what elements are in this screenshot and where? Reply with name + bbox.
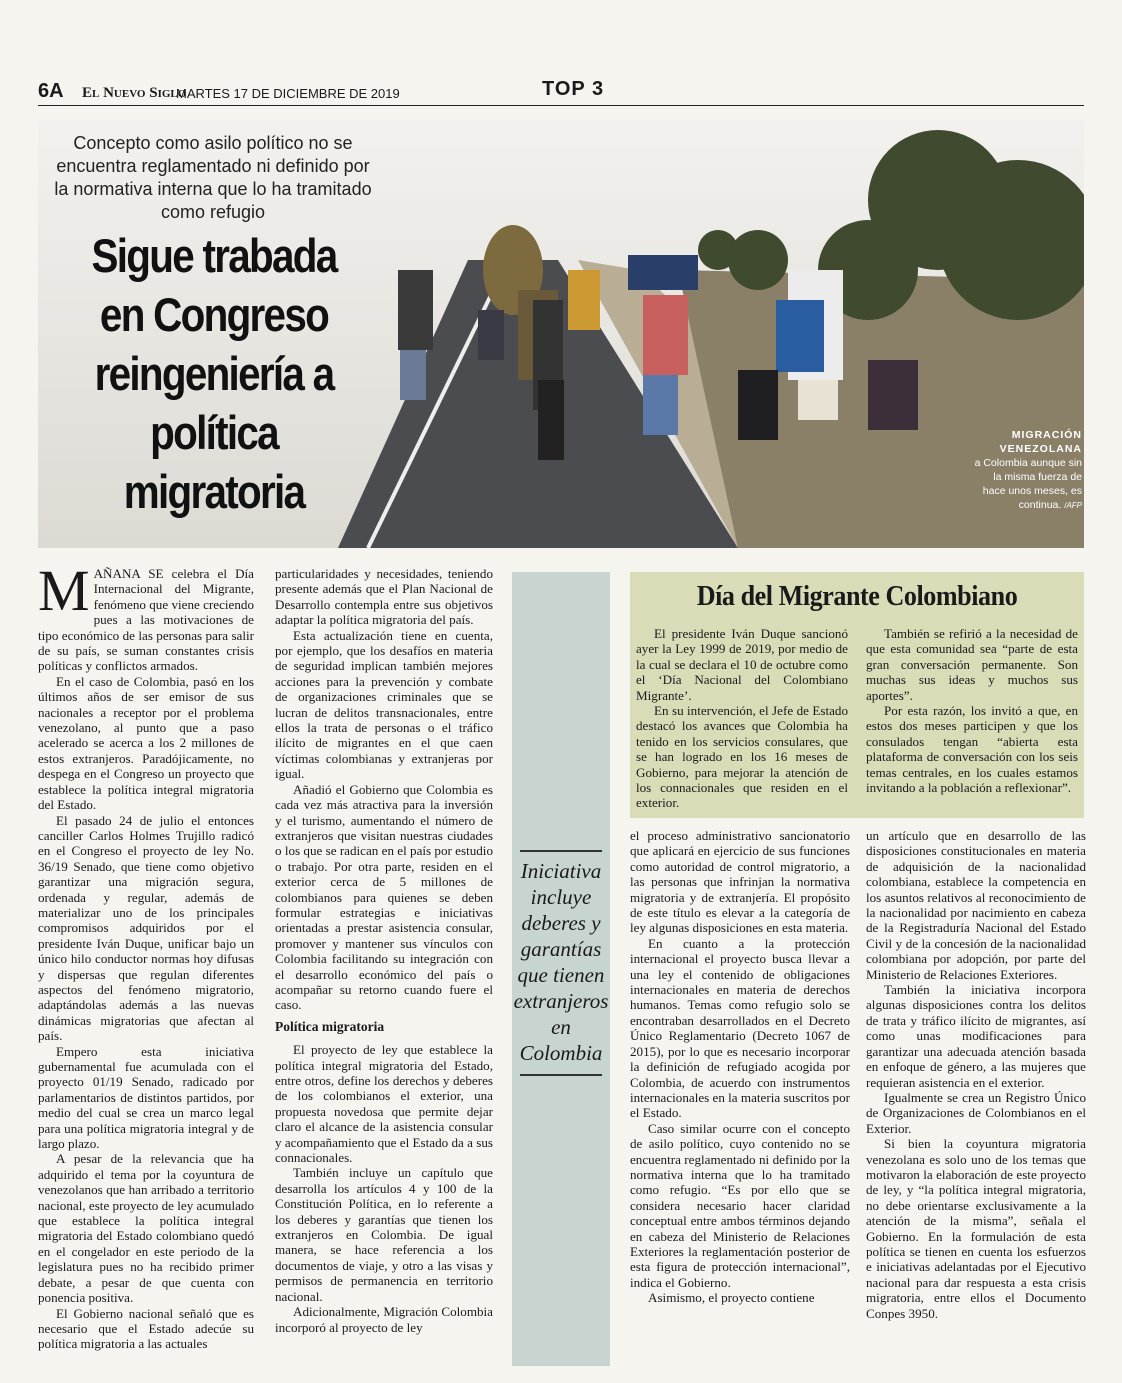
paragraph: particularidades y necesidades, teniendo presente además que el Plan Nacional de Desarrollo contempla entre sus objetivos adaptar la política migratoria del país.	[275, 566, 493, 628]
paragraph: A pesar de la relevancia que ha adquirido el tema por la coyuntura de venezolanos que han arribado a territorio nacional, este proyecto de ley acumulado que establece la política integral migratoria del Estado colombiano quedó en el congelador en este periodo de la legislatura pues no ha recibido primer debate, a pesar de que cuenta con ponencia positiva.	[38, 1151, 254, 1306]
drop-cap: M	[38, 558, 90, 623]
sidebar-column-1	[636, 626, 848, 811]
caption-text: a Colombia aunque sin la misma fuerza de hace unos meses, es continua.	[974, 457, 1082, 511]
caption-title: MIGRACIÓN VENEZOLANA	[999, 429, 1082, 455]
pull-quote-rule-top	[520, 850, 602, 852]
paragraph: También la iniciativa incorpora algunas disposiciones contra los delitos de trata y tráfico ilícito de migrantes, así como unas modificaciones para garantizar una adecuada atención basada en enfoque de género, a las mujeres que requieran asistencia en el exterior.	[866, 982, 1086, 1090]
paragraph: También incluye un capítulo que desarrolla los artículos 4 y 100 de la Constitución Política, en lo referente a los deberes y garantías que tienen los extranjeros en Colombia. De igual manera, se hace referencia a los documentos de viaje, y otro a las visas y permisos de permanencia en territorio nacional.	[275, 1165, 493, 1304]
subheading: Política migratoria	[275, 1018, 385, 1034]
page-header	[38, 80, 1084, 106]
paragraph: Empero esta iniciativa gubernamental fue acumulada con el proyecto 01/19 Senado, radicado por parlamentarios de distintos partidos, por medio del cual se crea un marco legal para una política migratoria integral y de largo plazo.	[38, 1043, 254, 1152]
deck-subheadline: Concepto como asilo político no se encuentra reglamentado ni definido por la normativa interna que lo ha tramitado como refugio	[54, 133, 372, 222]
sidebar-title: Día del Migrante Colombiano	[696, 580, 1018, 612]
paragraph: Asimismo, el proyecto contiene	[648, 1290, 815, 1306]
paragraph: MAÑANA SE celebra el Día Internacional del Migrante, fenómeno que viene creciendo pues a las motivaciones de tipo económico de las personas para salir de su país, se suman constantes crisis políticas y conflictos armados.	[38, 558, 254, 674]
paragraph: el proceso administrativo sancionatorio que aplicará en ejercicio de sus funciones como autoridad de control migratorio, a las personas que infrinjan la normativa migratoria y de extranjería. El propósito de este título es elevar a la categoría de ley algunas disposiciones en esta materia.	[630, 828, 850, 936]
paragraph: Si bien la coyuntura migratoria venezolana es solo uno de los temas que motivaron la elaboración de este proyecto de ley, y “la política integral migratoria, no debe orientarse exclusivamente a la atención de la misma”, señala el Gobierno. En la formulación de esta política se tienen en cuenta los esfuerzos e iniciativas adelantadas por el Ejecutivo nacional para dar respuesta a esta crisis migratoria, entre ellos el Documento Conpes 3950.	[866, 1136, 1086, 1321]
paragraph: En cuanto a la protección internacional el proyecto busca llevar a una ley el contenido de obligaciones internacionales en materia de derechos humanos. Temas como refugio solo se encontraban desarrollados en el Decreto Único Reglamentario (Decreto 1067 de 2015), por lo que es necesario incorporar la definición de refugiado acogida por Colombia, de acuerdo con instrumentos internacionales en la materia suscritos por el Estado.	[630, 935, 850, 1121]
paragraph: Adicionalmente, Migración Colombia incorporó al proyecto de ley	[275, 1304, 493, 1335]
paragraph: Esta actualización tiene en cuenta, por ejemplo, que los desafíos en materia de seguridad implican también mejores acciones para la prevención y combate de organizaciones criminales que se lucran de delitos transnacionales, entre ellos la trata de personas o el tráfico ilícito de migrantes en el que caen víctimas colombianas y extranjeras por igual.	[275, 627, 493, 782]
paragraph: En el caso de Colombia, pasó en los últimos años de ser emisor de sus nacionales a receptor por el problema venezolano, al punto que a paso acelerado se acerca a los 2 millones de estos extranjeros. Paradójicamente, no despega en el Congreso un proyecto que establece la política integral migratoria del Estado.	[38, 673, 254, 813]
pull-quote-rule-bottom	[520, 1074, 602, 1076]
sidebar-column-2	[866, 626, 1078, 795]
pull-quote: Iniciativa incluye deberes y garantías que tienen extranjeros en Colombia	[513, 859, 609, 1065]
paragraph: En su intervención, el Jefe de Estado destacó los avances que Colombia ha tenido en los servicios consulares, que se han logrado en los 16 meses de Gobierno, para mejorar la atención de los connacionales que residen en el exterior.	[636, 703, 848, 811]
paragraph: Igualmente se crea un Registro Único de Organizaciones de Colombianos en el Exterior.	[866, 1089, 1086, 1136]
paragraph: El Gobierno nacional señaló que es necesario que el Estado adecúe su política migratoria a las actuales	[38, 1305, 254, 1352]
paragraph: Añadió el Gobierno que Colombia es cada vez más atractiva para la inversión y el turismo, aumentando el número de extranjeros que visitan nuestras ciudades o los que se radican en el país por estudio o trabajo. Por otra parte, residen en el exterior cerca de 5 millones de colombianos para quienes se deben formular estrategias e iniciativas orientadas a prestar asistencia consular, promover y mantener sus vínculos con Colombia facilitando su integración con el desarrollo económico del país o acompañar su retorno cuando fuere el caso.	[275, 781, 493, 1013]
paragraph: El presidente Iván Duque sancionó ayer la Ley 1999 de 2019, por medio de la cual se declara el 10 de octubre como el ‘Día Nacional del Colombiano Migrante’.	[636, 626, 848, 703]
page-number: 6A	[38, 80, 64, 102]
newspaper-name: El Nuevo Siglo	[82, 85, 187, 101]
paragraph: un artículo que en desarrollo de las disposiciones constitucionales en materia de adquisición de la nacionalidad colombiana, establece la competencia en los asuntos relativos al reconocimiento de la nacionalidad por nacimiento en cabeza de la Registraduría Nacional del Estado Civil y de la concesión de la nacionalidad colombiana por adopción, por parte del Ministerio de Relaciones Exteriores.	[866, 828, 1086, 982]
paragraph: Caso similar ocurre con el concepto de asilo político, cuyo contenido no se encuentra reglamentado ni definido por la normativa interna que lo ha tramitado como refugio. “Es por ello que se considera necesario hacer claridad conceptual entre ambos términos dejando en cabeza del Ministerio de Relaciones Exteriores la reglamentación posterior de esta figura de protección internacional”, indica el Gobierno.	[630, 1120, 850, 1290]
article-column-4	[630, 828, 850, 1306]
photo-credit: /AFP	[1064, 501, 1082, 510]
paragraph: Por esta razón, los invitó a que, en estos dos meses participen y que los consulados tengan “abierta esta plataforma de conversación con los seis temas centrales, en los cuales estamos invitando a la población a reflexionar”.	[866, 703, 1078, 796]
issue-date: MARTES 17 DE DICIEMBRE DE 2019	[176, 86, 400, 101]
article-column-1	[38, 558, 254, 1352]
section-label: TOP 3	[542, 78, 605, 100]
photo-caption	[972, 428, 1082, 513]
paragraph: El proyecto de ley que establece la política integral migratoria del Estado, entre otros, define los derechos y deberes de los colombianos el exterior, una propuesta novedosa que permite dejar claro el alcance de la asistencia consular y acompañamiento que el Estado da a sus connacionales.	[275, 1042, 493, 1166]
article-column-2	[275, 566, 493, 1335]
paragraph: También se refirió a la necesidad de que esta comunidad sea “parte de esta gran conversación permanente. Son muchas sus ideas y muchos sus aportes”.	[866, 626, 1078, 703]
paragraph: El pasado 24 de julio el entonces canciller Carlos Holmes Trujillo radicó en el Congreso el proyecto de ley No. 36/19 Senado, que tiene como objetivo garantizar una migración segura, ordenada y regular, además de materializar uno de los principales compromisos adquiridos por el presidente Iván Duque, unificar bajo un único hilo conductor normas hoy difusas y dispersas que regulan diferentes aspectos del fenómeno migratorio, adaptándolas además a las nuevas dinámicas migratorias que afectan al país.	[38, 812, 254, 1044]
headline: Sigue trabada en Congreso reingeniería a política migratoria	[91, 229, 337, 518]
article-column-5	[866, 828, 1086, 1321]
